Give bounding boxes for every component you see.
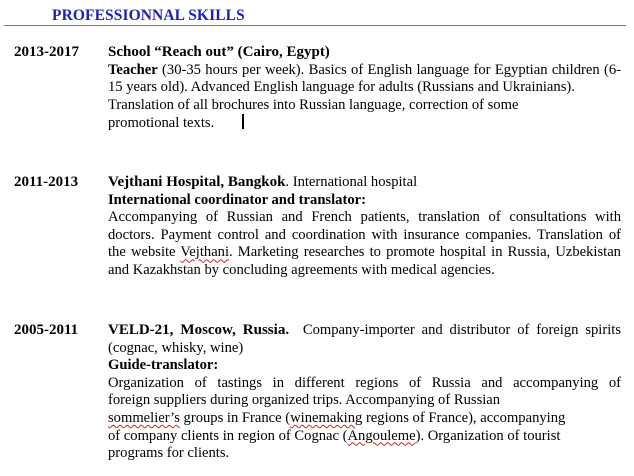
entry-content — [108, 174, 621, 280]
entry-content — [108, 322, 621, 463]
entry-text: of company clients in region of Cognac ( — [108, 427, 348, 444]
entry-role: Teacher — [108, 61, 158, 78]
entry-extra-line-2 — [108, 114, 621, 133]
entry-employer-note: Company-importer and distributor of foreign spirits (cognac, whisky, wine) — [108, 322, 621, 356]
entry-employer: VELD-21, Moscow, Russia. — [108, 322, 290, 338]
spelling-flag: Vejthani — [180, 244, 230, 261]
entry-text: Accompanying of Russian and French patients, translation of consultations with doctors. Payment control and coordination with insurance companies. Translation of the website — [108, 209, 621, 261]
entry-employer: School “Reach out” (Cairo, Egypt) — [108, 44, 330, 60]
entry-text: groups in France ( — [179, 409, 291, 426]
entry-extra-line: Translation of all brochures into Russian language, correction of some — [108, 96, 519, 113]
text-cursor — [242, 114, 244, 129]
entry-description — [108, 62, 621, 97]
spelling-flag: sommelier’s — [108, 409, 180, 426]
entry-header-line — [108, 174, 621, 192]
entry-years: 2005-2011 — [14, 322, 79, 338]
entry-line — [108, 428, 621, 446]
entry-role-text: (30-35 hours per week). Basics of English language for Egyptian children (6-15 years old). Advanced English language for adults (Russians and Ukrainians). — [108, 61, 621, 96]
entry-text: . Marketing researches to promote hospital in Russia, Uzbekistan and Kazakhstan by concluding agreements with medical agencies. — [108, 244, 621, 278]
entry-content — [108, 44, 621, 133]
entry-employer: Vejthani Hospital, Bangkok — [108, 174, 286, 190]
entry-line — [108, 410, 621, 428]
section-title: PROFESSIONNAL SKILLS — [52, 7, 245, 24]
entry-text: ). Organization of tourist — [415, 427, 561, 444]
spelling-flag: winemaking — [290, 409, 363, 426]
entry-years: 2011-2013 — [14, 174, 79, 190]
entry-line: foreign suppliers during organized trips. Accompanying of Russian — [108, 392, 501, 409]
entry-employer-note: . International hospital — [285, 174, 418, 190]
entry-line: Organization of tastings in different regions of Russia and accompanying of — [108, 374, 621, 391]
entry-text: regions of France), accompanying — [362, 409, 566, 426]
entry-extra-text: promotional texts. — [108, 115, 215, 132]
entry-description — [108, 209, 621, 279]
spelling-flag: Angouleme — [347, 427, 416, 444]
entry-years: 2013-2017 — [14, 44, 79, 60]
entry-header-line — [108, 322, 621, 357]
section-header — [4, 3, 626, 26]
entry-description — [108, 375, 621, 463]
entry-line: programs for clients. — [108, 445, 230, 462]
entry-role: Guide-translator: — [108, 357, 219, 374]
entry-role: International coordinator and translator: — [108, 191, 366, 208]
